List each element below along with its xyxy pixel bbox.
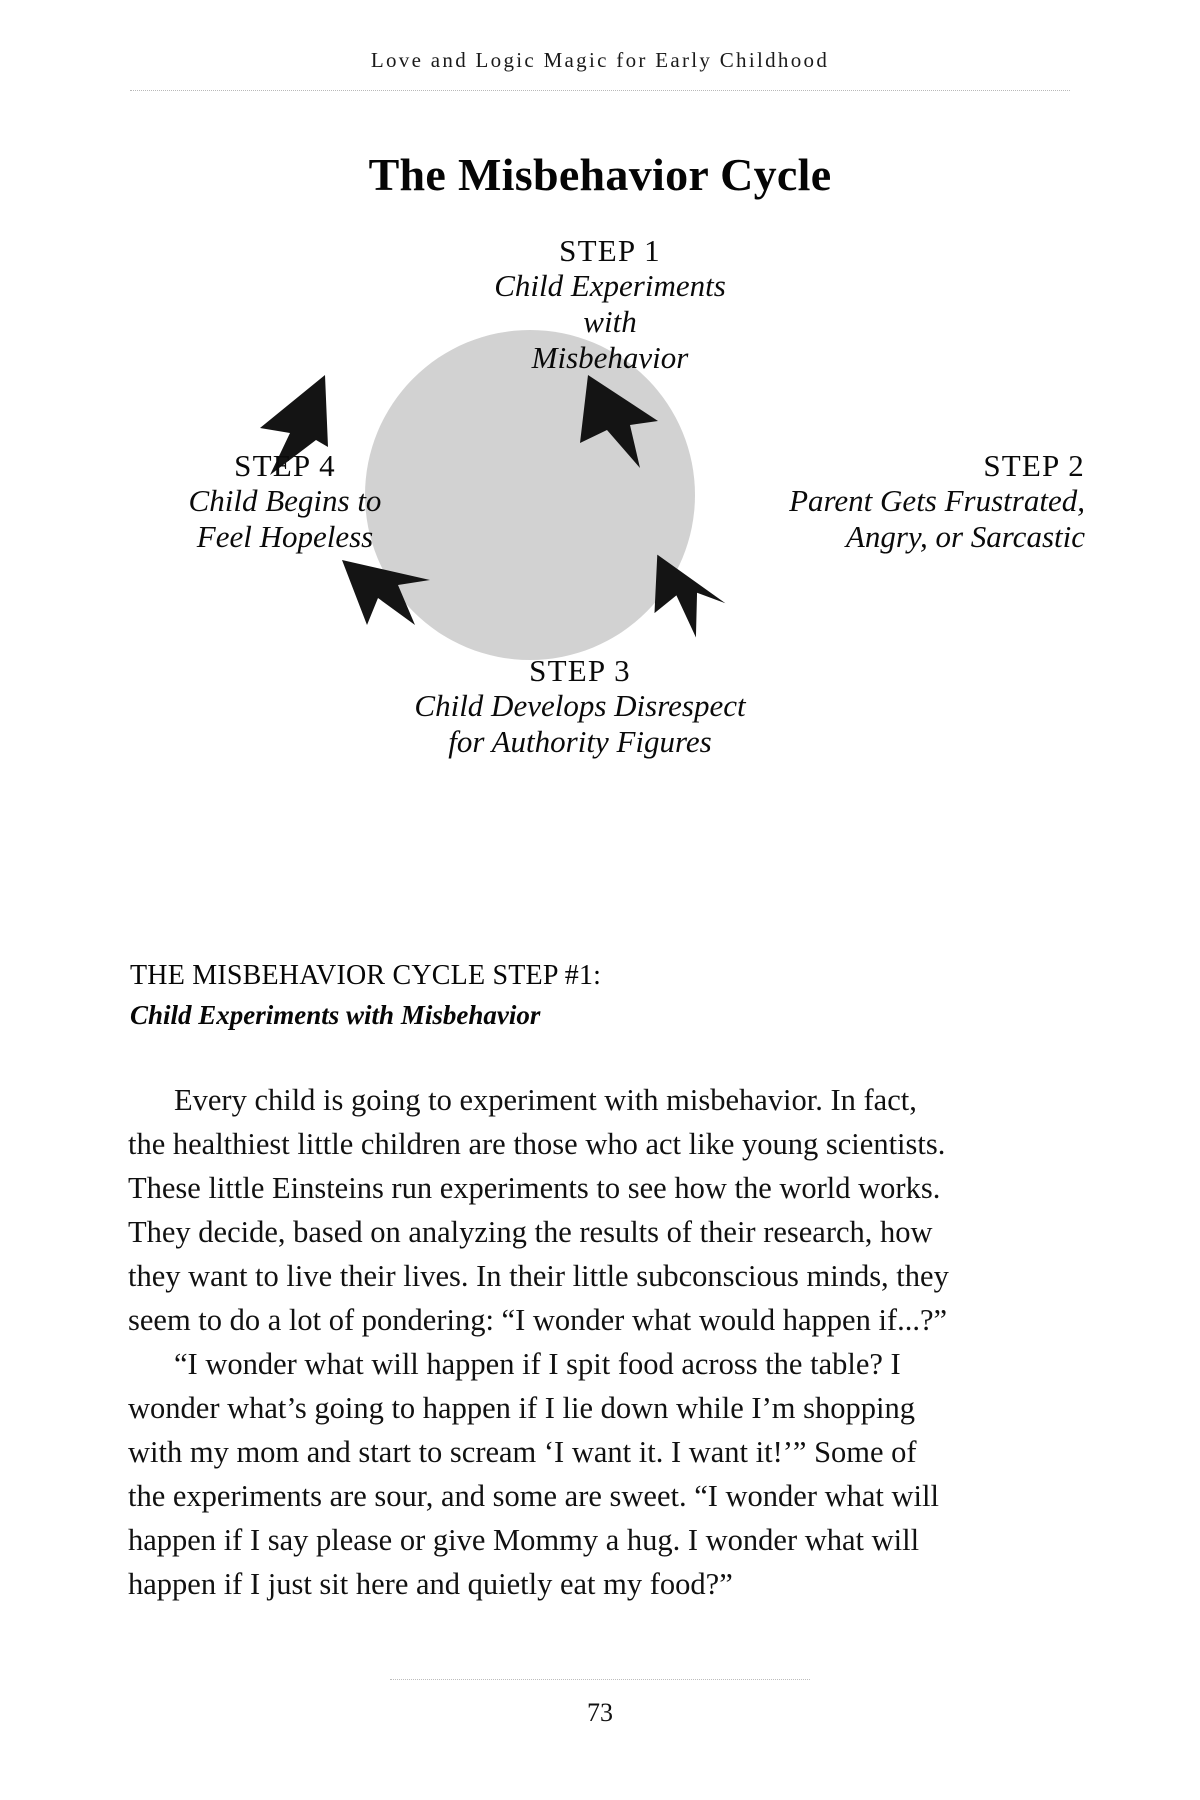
footer-divider [390, 1679, 810, 1680]
body-copy [128, 1078, 956, 1606]
cycle-step-2-line-2: Angry, or Sarcastic [845, 518, 1085, 554]
cycle-step-1-line-2: with [583, 303, 637, 339]
header-divider [130, 90, 1070, 91]
running-head: Love and Logic Magic for Early Childhood [370, 48, 830, 72]
section-subheading: Child Experiments with Misbehavior [130, 1000, 541, 1030]
cycle-step-3 [335, 655, 825, 760]
cycle-step-2-label: STEP 2 [983, 448, 1085, 483]
cycle-step-1 [400, 235, 820, 376]
cycle-step-4 [120, 450, 450, 555]
body-paragraph: Every child is going to experiment with misbehavior. In fact, the healthiest little children are those who act like young scientists. These little Einsteins run experiments to see how the world works. They decide, based on analyzing the results of their research, how they want to live their lives. In their little subconscious minds, they seem to do a lot of pondering: “I wonder what would happen if...?” [128, 1083, 949, 1337]
cycle-step-3-line-1: Child Develops Disrespect [414, 687, 746, 723]
cycle-step-4-line-1: Child Begins to [188, 482, 382, 518]
page-number: 73 [587, 1698, 613, 1727]
cycle-step-1-line-3: Misbehavior [531, 339, 689, 375]
section-heading: THE MISBEHAVIOR CYCLE STEP #1: [130, 960, 602, 991]
cycle-step-1-label: STEP 1 [559, 233, 661, 268]
cycle-step-2-line-1: Parent Gets Frustrated, [789, 482, 1085, 518]
cycle-step-4-line-2: Feel Hopeless [196, 518, 374, 554]
arrow-bottom-right-icon [631, 555, 730, 643]
page-title: The Misbehavior Cycle [368, 149, 832, 200]
misbehavior-cycle-diagram [110, 225, 1090, 805]
cycle-step-3-line-2: for Authority Figures [448, 723, 712, 759]
cycle-step-3-label: STEP 3 [529, 653, 631, 688]
cycle-step-1-line-1: Child Experiments [494, 267, 726, 303]
arrow-bottom-left-icon [342, 560, 430, 625]
cycle-step-4-label: STEP 4 [234, 448, 336, 483]
cycle-step-2 [615, 450, 1085, 555]
body-paragraph: “I wonder what will happen if I spit food across the table? I wonder what’s going to happen if I lie down while I’m shopping with my mom and start to scream ‘I want it. I want it!’” Some of the experiments are sour, and some are sweet. “I wonder what will happen if I say please or give Mommy a hug. I wonder what will happen if I just sit here and quietly eat my food?” [128, 1347, 939, 1601]
